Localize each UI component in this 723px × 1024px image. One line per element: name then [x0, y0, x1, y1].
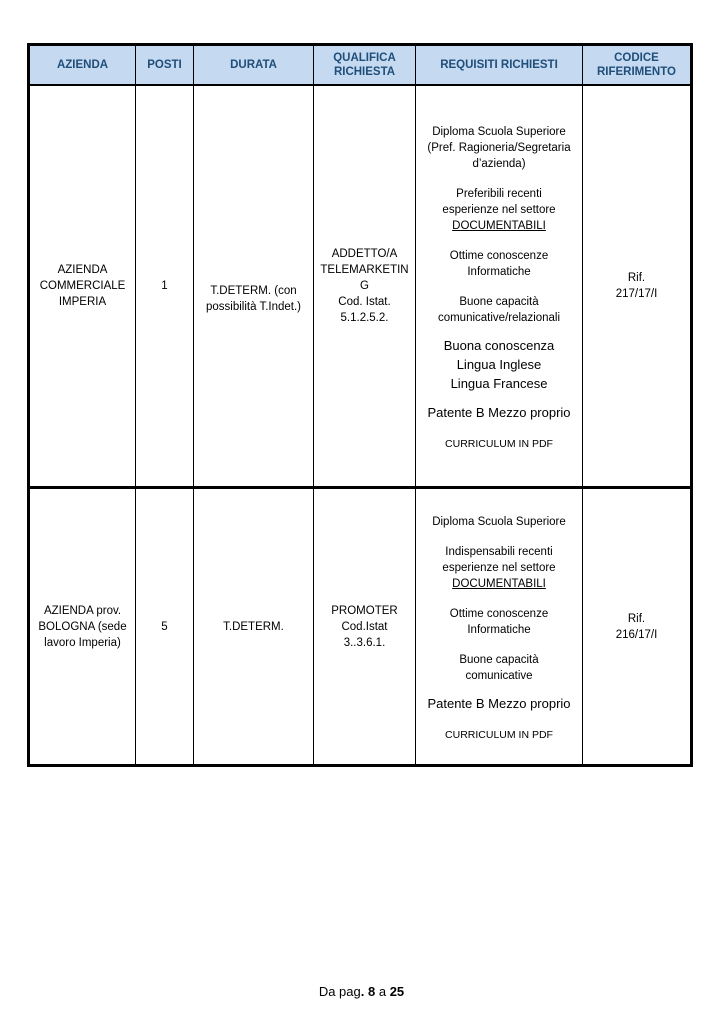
- table-header-row: [29, 45, 692, 86]
- footer-mid: a: [375, 984, 390, 999]
- codice-line: Rif.: [627, 272, 646, 284]
- cell-posti: 1: [136, 85, 194, 488]
- req-line: Indispensabili recenti: [445, 546, 553, 558]
- req-capacita: [419, 652, 579, 684]
- req-esperienze: [419, 544, 579, 592]
- req-line: Lingua Francese: [450, 376, 548, 391]
- page-footer: [0, 984, 723, 999]
- durata-line: T.DETERM.: [223, 620, 284, 633]
- azienda-line: IMPERIA: [58, 296, 107, 308]
- req-line: Preferibili recenti: [456, 188, 542, 200]
- req-patente: Patente B Mezzo proprio: [427, 405, 571, 420]
- req-line: Buone capacità: [459, 296, 539, 308]
- cell-codice: [583, 488, 692, 766]
- qualifica-line: TELEMARKETIN: [320, 264, 409, 276]
- req-diploma: [419, 124, 579, 172]
- cell-durata: [194, 85, 314, 488]
- req-line: esperienze nel settore: [442, 562, 556, 574]
- codice-line: 217/17/I: [615, 288, 658, 300]
- req-line: Lingua Inglese: [456, 357, 542, 372]
- job-listings-table-wrapper: [27, 43, 690, 767]
- req-line: Diploma Scuola Superiore: [432, 516, 566, 528]
- durata-line: T.DETERM. (con: [210, 285, 297, 297]
- cell-requisiti: [416, 488, 583, 766]
- qualifica-line: 3..3.6.1.: [343, 636, 386, 649]
- req-diploma: [419, 514, 579, 530]
- azienda-line: lavoro Imperia): [44, 636, 121, 649]
- qualifica-line: Cod.Istat: [341, 620, 388, 633]
- table-row: [29, 488, 692, 766]
- cell-codice: [583, 85, 692, 488]
- qualifica-line: PROMOTER: [331, 604, 398, 617]
- req-documentabili: DOCUMENTABILI: [452, 220, 546, 232]
- req-line: Ottime conoscenze: [449, 608, 549, 620]
- header-codice-label: CODICE RIFERIMENTO: [596, 52, 676, 78]
- azienda-line: COMMERCIALE: [39, 280, 126, 292]
- cell-durata: [194, 488, 314, 766]
- table-row: [29, 85, 692, 488]
- qualifica-line: ADDETTO/A: [331, 248, 398, 260]
- req-informatiche: [419, 606, 579, 638]
- header-codice: [583, 45, 692, 86]
- req-informatiche: [419, 248, 579, 280]
- req-line: comunicative: [465, 670, 533, 682]
- req-line: esperienze nel settore: [442, 204, 556, 216]
- header-azienda: AZIENDA: [29, 45, 136, 86]
- header-requisiti: REQUISITI RICHIESTI: [416, 45, 583, 86]
- footer-prefix: Da pag: [318, 984, 361, 999]
- cell-posti: 5: [136, 488, 194, 766]
- azienda-line: AZIENDA: [57, 264, 108, 276]
- azienda-line: AZIENDA prov.: [43, 604, 122, 617]
- header-qualifica: [314, 45, 416, 86]
- req-line: Informatiche: [467, 266, 531, 278]
- req-line: comunicative/relazionali: [437, 312, 561, 324]
- req-line: d’azienda): [472, 158, 526, 170]
- cell-qualifica: [314, 85, 416, 488]
- footer-page-number: 8: [367, 984, 376, 999]
- cell-requisiti: [416, 85, 583, 488]
- cell-azienda: [29, 488, 136, 766]
- req-lingue: [419, 336, 579, 393]
- footer-dot: .: [360, 984, 368, 999]
- req-line: (Pref. Ragioneria/Segretaria: [427, 142, 571, 154]
- job-listings-table: [27, 43, 693, 767]
- qualifica-line: 5.1.2.5.2.: [340, 312, 389, 324]
- qualifica-line: Cod. Istat.: [338, 296, 391, 308]
- req-documentabili: DOCUMENTABILI: [452, 578, 546, 590]
- header-posti: POSTI: [136, 45, 194, 86]
- cell-qualifica: [314, 488, 416, 766]
- req-capacita: [419, 294, 579, 326]
- req-line: Buone capacità: [459, 654, 539, 666]
- codice-line: 216/17/I: [615, 628, 658, 641]
- req-esperienze: [419, 186, 579, 234]
- header-qualifica-label: QUALIFICA RICHIESTA: [333, 52, 396, 78]
- req-curriculum: CURRICULUM IN PDF: [445, 438, 553, 450]
- cell-azienda: [29, 85, 136, 488]
- footer-total-pages: 25: [389, 984, 405, 999]
- req-line: Buona conoscenza: [443, 338, 555, 353]
- req-curriculum: CURRICULUM IN PDF: [445, 729, 553, 741]
- header-durata: DURATA: [194, 45, 314, 86]
- req-line: Diploma Scuola Superiore: [432, 126, 566, 138]
- qualifica-line: G: [360, 280, 369, 292]
- req-line: Ottime conoscenze: [449, 250, 549, 262]
- azienda-line: BOLOGNA (sede: [38, 620, 127, 633]
- req-line: Informatiche: [467, 624, 531, 636]
- req-patente: Patente B Mezzo proprio: [427, 696, 571, 711]
- codice-line: Rif.: [627, 612, 646, 625]
- durata-line: possibilità T.Indet.): [205, 301, 302, 313]
